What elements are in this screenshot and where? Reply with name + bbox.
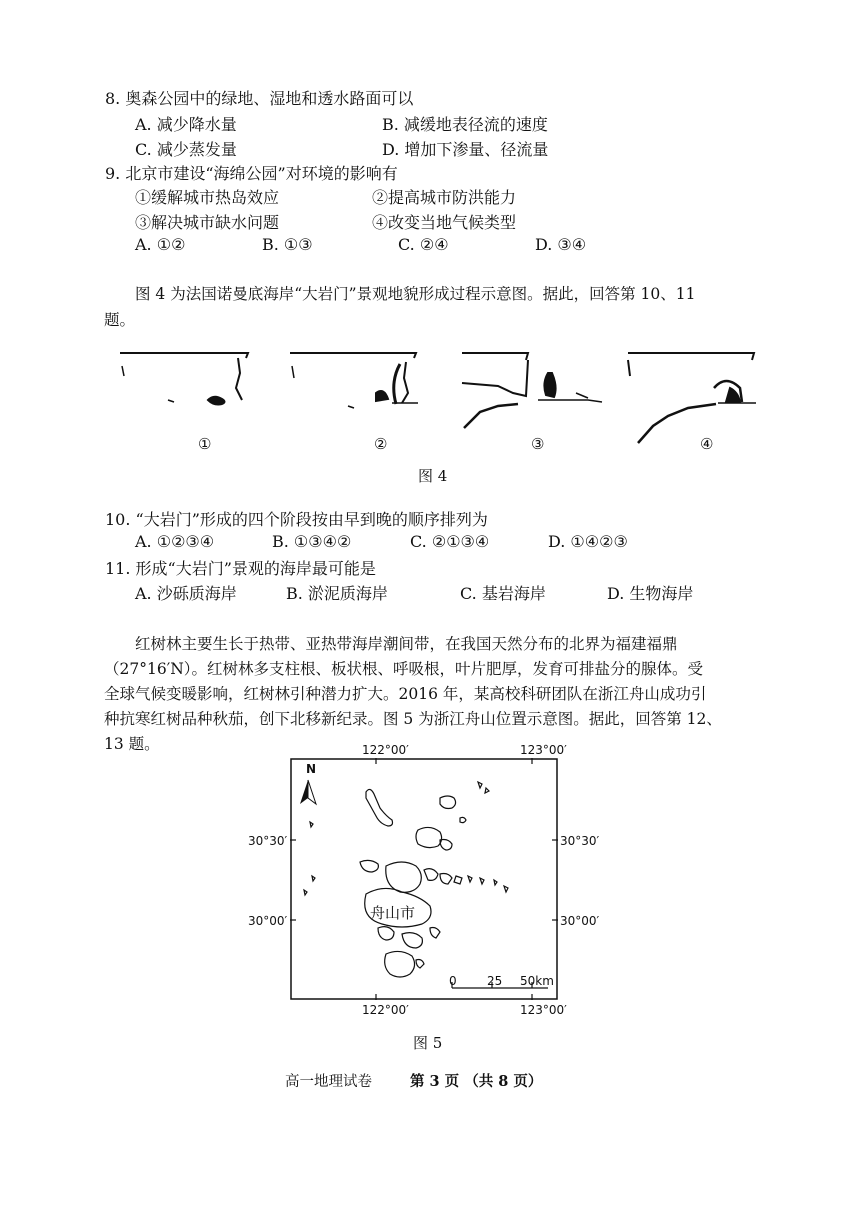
q8-option-d: D. 增加下渗量、径流量 xyxy=(382,140,549,159)
fig5-lon-top-left: 122°00′ xyxy=(362,743,409,757)
q8-option-b: B. 减缓地表径流的速度 xyxy=(382,115,548,134)
islands xyxy=(304,782,508,977)
fig5-lat-left-lower: 30°00′ xyxy=(248,914,288,928)
fig5-lon-bottom-left: 122°00′ xyxy=(362,1003,409,1017)
fig4-caption: 图 4 xyxy=(418,467,448,485)
intro2-line5: 13 题。 xyxy=(104,735,160,753)
stage-3-sketch xyxy=(462,353,602,428)
q10-option-a: A. ①②③④ xyxy=(135,532,215,551)
fig4-label-1: ① xyxy=(198,435,212,453)
fig5-lon-bottom-right: 123°00′ xyxy=(520,1003,567,1017)
intro2-line1: 红树林主要生长于热带、亚热带海岸潮间带，在我国天然分布的北界为福建福鼎 xyxy=(135,635,678,653)
q11-stem: 11. 形成“大岩门”景观的海岸最可能是 xyxy=(105,559,376,578)
scale-label-50km: 50km xyxy=(520,974,554,988)
stage-1-sketch xyxy=(120,353,248,405)
q10-stem: 10. “大岩门”形成的四个阶段按由早到晚的顺序排列为 xyxy=(105,510,488,529)
q9-statement-4: ④改变当地气候类型 xyxy=(372,213,517,232)
intro1-line2: 题。 xyxy=(104,311,136,329)
fig5-lon-top-right: 123°00′ xyxy=(520,743,567,757)
fig4-label-2: ② xyxy=(374,435,388,453)
q10-option-c: C. ②①③④ xyxy=(410,532,490,551)
intro2-line4: 种抗寒红树品种秋茄，创下北移新纪录。图 5 为浙江舟山位置示意图。据此，回答第 12、 xyxy=(104,710,722,728)
q9-option-b: B. ①③ xyxy=(262,235,313,254)
q8-option-a: A. 减少降水量 xyxy=(135,115,237,134)
footer-page: 第 3 页 （共 8 页） xyxy=(410,1073,543,1090)
q9-option-c: C. ②④ xyxy=(398,235,449,254)
q11-option-c: C. 基岩海岸 xyxy=(460,584,546,603)
north-arrow-icon xyxy=(300,780,316,804)
q11-option-d: D. 生物海岸 xyxy=(607,584,694,603)
city-label-zhoushan: 舟山市 xyxy=(370,904,416,922)
intro2-line2: （27°16′N）。红树林多支柱根、板状根、呼吸根，叶片肥厚，发育可排盐分的腺体。受 xyxy=(104,660,704,678)
q10-option-d: D. ①④②③ xyxy=(548,532,628,551)
scale-label-25: 25 xyxy=(487,974,503,988)
q9-option-d: D. ③④ xyxy=(535,235,587,254)
q9-stem: 9. 北京市建设“海绵公园”对环境的影响有 xyxy=(105,164,398,183)
fig5-lat-right-lower: 30°00′ xyxy=(560,914,600,928)
intro1-line1: 图 4 为法国诺曼底海岸“大岩门”景观地貌形成过程示意图。据此，回答第 10、11 xyxy=(135,285,696,303)
scale-label-0: 0 xyxy=(449,974,457,988)
q9-statement-2: ②提高城市防洪能力 xyxy=(372,188,517,207)
q9-option-a: A. ①② xyxy=(135,235,186,254)
q10-option-b: B. ①③④② xyxy=(272,532,352,551)
q9-statement-3: ③解决城市缺水问题 xyxy=(135,213,280,232)
fig5-map xyxy=(290,758,558,1000)
q8-stem: 8. 奥森公园中的绿地、湿地和透水路面可以 xyxy=(105,89,414,108)
figure-4-sketches xyxy=(118,348,758,458)
north-label: N xyxy=(306,762,317,776)
q9-statement-1: ①缓解城市热岛效应 xyxy=(135,188,280,207)
fig5-lat-left-upper: 30°30′ xyxy=(248,834,288,848)
fig4-label-4: ④ xyxy=(700,435,714,453)
fig5-caption: 图 5 xyxy=(413,1034,443,1052)
fig5-lat-right-upper: 30°30′ xyxy=(560,834,600,848)
fig4-label-3: ③ xyxy=(531,435,545,453)
q11-option-b: B. 淤泥质海岸 xyxy=(286,584,388,603)
stage-4-sketch xyxy=(628,353,756,443)
intro2-line3: 全球气候变暖影响，红树林引种潜力扩大。2016 年，某高校科研团队在浙江舟山成功引 xyxy=(104,685,707,703)
footer-subject: 高一地理试卷 xyxy=(285,1074,372,1090)
q8-option-c: C. 减少蒸发量 xyxy=(135,140,237,159)
stage-2-sketch xyxy=(290,353,418,408)
q11-option-a: A. 沙砾质海岸 xyxy=(135,584,237,603)
